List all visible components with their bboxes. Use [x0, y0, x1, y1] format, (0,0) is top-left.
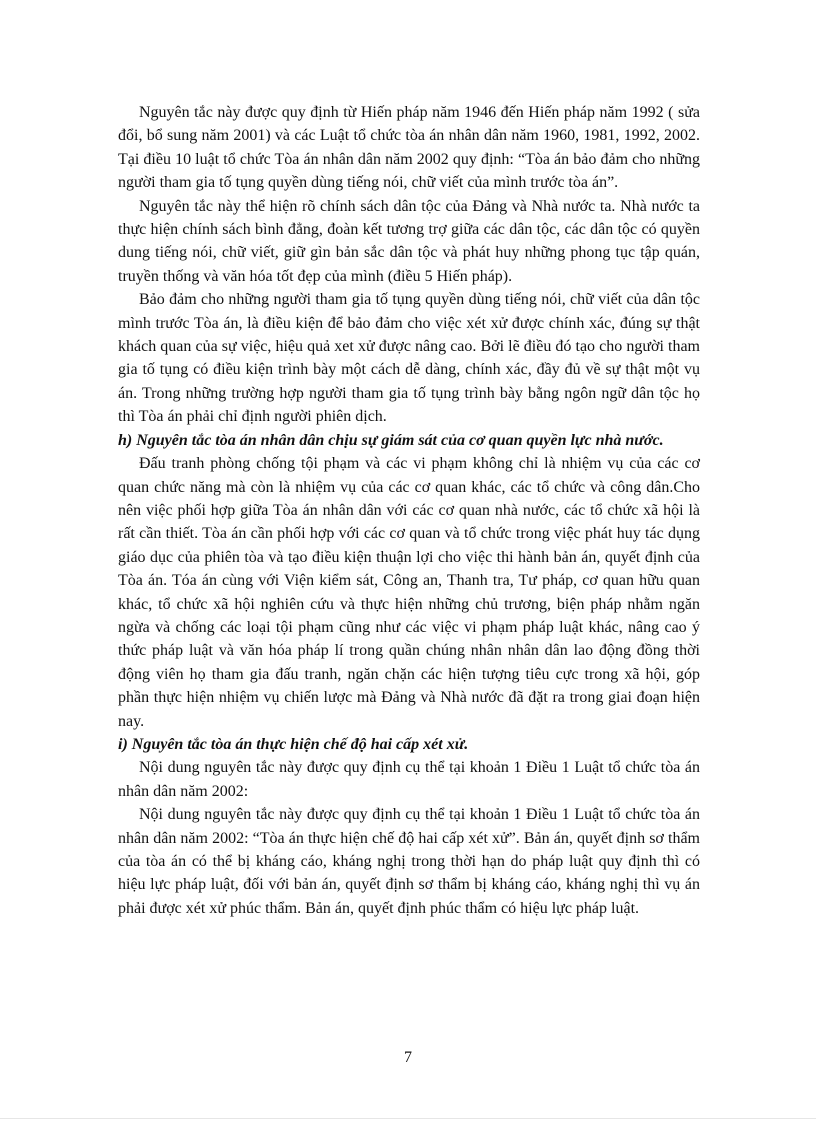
- section-heading-i: i) Nguyên tắc tòa án thực hiện chế độ hai cấp xét xử.: [118, 735, 469, 753]
- section-heading-h: h) Nguyên tắc tòa án nhân dân chịu sự giám sát của cơ quan quyền lực nhà nước.: [118, 431, 664, 449]
- page-body: [118, 101, 700, 920]
- paragraph-4: Đấu tranh phòng chống tội phạm và các vi phạm không chỉ là nhiệm vụ của các cơ quan chức năng mà còn là nhiệm vụ của các cơ quan khác, các tổ chức và công dân.Cho nên việc phối hợp giữa Tòa án nhân dân với các cơ quan nhà nước, các tổ chức xã hội là rất cần thiết. Tòa án cần phối hợp với các cơ quan và tổ chức trong việc phát huy tác dụng giáo dục của phiên tòa và tạo điều kiện thuận lợi cho việc thi hành bản án, quyết định của Tòa án. Tóa án cùng với Viện kiểm sát, Công an, Thanh tra, Tư pháp, cơ quan hữu quan khác, tổ chức xã hội nghiên cứu và thực hiện những chủ trương, biện pháp nhằm ngăn ngừa và chống các loại tội phạm cũng như các việc vi phạm pháp luật khác, nâng cao ý thức pháp luật và văn hóa pháp lí trong quần chúng nhân nhân dân lao động đồng thời động viên họ tham gia đấu tranh, ngăn chặn các hiện tượng tiêu cực trong xã hội, góp phần thực hiện nhiệm vụ chiến lược mà Đảng và Nhà nước đã đặt ra trong giai đoạn hiện nay.: [118, 455, 700, 730]
- paragraph-3: Bảo đảm cho những người tham gia tố tụng quyền dùng tiếng nói, chữ viết của dân tộc mình trước Tòa án, là điều kiện để bảo đảm cho việc xét xử được chính xác, đúng sự thật khách quan của sự việc, hiệu quả xet xử được nâng cao. Bởi lẽ điều đó tạo cho người tham gia tố tụng có điều kiện trình bày một cách dễ dàng, chính xác, đầy đủ về sự thật một vụ án. Trong những trường hợp người tham gia tố tụng trình bày bằng ngôn ngữ dân tộc họ thì Tòa án phải chỉ định người phiên dịch.: [118, 291, 700, 426]
- paragraph-5: Nội dung nguyên tắc này được quy định cụ thể tại khoản 1 Điều 1 Luật tổ chức tòa án nhân dân năm 2002:: [118, 759, 700, 800]
- page-bottom-divider: [0, 1118, 816, 1119]
- paragraph-1: Nguyên tắc này được quy định từ Hiến pháp năm 1946 đến Hiến pháp năm 1992 ( sửa đổi, bổ sung năm 2001) và các Luật tổ chức tòa án nhân dân năm 1960, 1981, 1992, 2002. Tại điều 10 luật tổ chức Tòa án nhân dân năm 2002 quy định: “Tòa án bảo đảm cho những người tham gia tố tụng quyền dùng tiếng nói, chữ viết của mình trước tòa án”.: [118, 104, 700, 192]
- paragraph-2: Nguyên tắc này thể hiện rõ chính sách dân tộc của Đảng và Nhà nước ta. Nhà nước ta thực hiện chính sách bình đẳng, đoàn kết tương trợ giữa các dân tộc, các dân tộc có quyền dung tiếng nói, chữ viết, giữ gìn bản sắc dân tộc và phát huy những phong tục tập quán, truyền thống và văn hóa tốt đẹp của mình (điều 5 Hiến pháp).: [118, 197, 700, 285]
- paragraph-6: Nội dung nguyên tắc này được quy định cụ thể tại khoản 1 Điều 1 Luật tổ chức tòa án nhân dân năm 2002: “Tòa án thực hiện chế độ hai cấp xét xử”. Bản án, quyết định sơ thẩm của tòa án có thể bị kháng cáo, kháng nghị trong thời hạn do pháp luật quy định thì có hiệu lực pháp luật, đối với bản án, quyết định sơ thẩm bị kháng cáo, kháng nghị thì vụ án phải được xét xử phúc thẩm. Bản án, quyết định phúc thẩm có hiệu lực pháp luật.: [118, 806, 700, 917]
- page-number: 7: [404, 1049, 412, 1066]
